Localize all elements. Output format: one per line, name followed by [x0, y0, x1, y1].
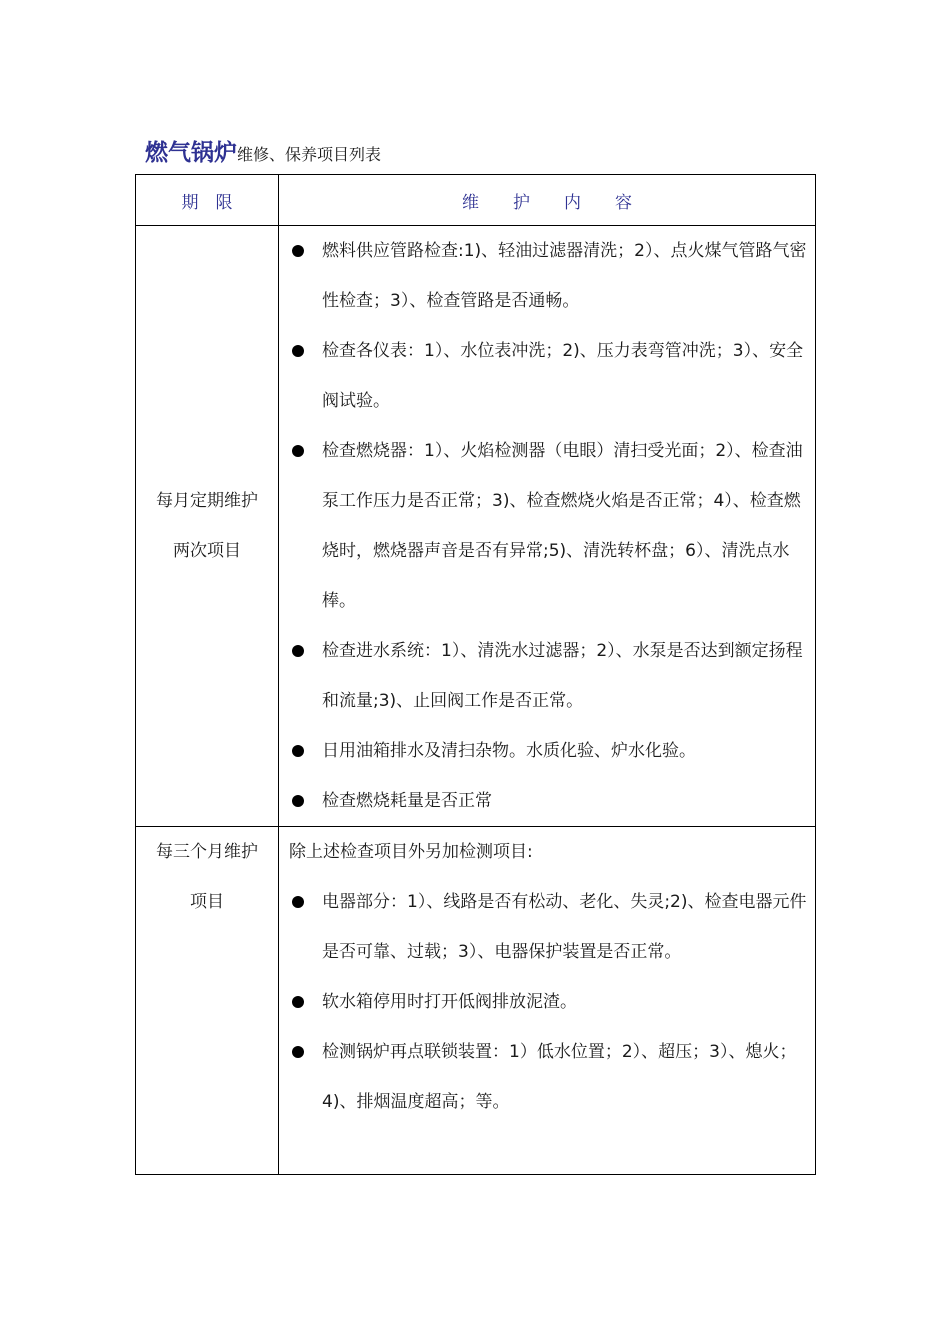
bullet-icon	[292, 745, 304, 757]
content-cell	[279, 226, 816, 827]
period-line: 每月定期维护	[156, 491, 258, 511]
bullet-icon	[292, 1046, 304, 1058]
list-item: 日用油箱排水及清扫杂物。水质化验、炉水化验。	[289, 726, 807, 776]
header-row	[136, 175, 816, 226]
bullet-icon	[292, 645, 304, 657]
bullet-icon	[292, 345, 304, 357]
period-cell	[136, 827, 279, 1175]
content-intro: 除上述检查项目外另加检测项目:	[289, 842, 533, 862]
period-line: 每三个月维护	[156, 842, 258, 862]
list-item: 检查燃烧器：1）、火焰检测器（电眼）清扫受光面；2）、检查油泵工作压力是否正常；3)、检查燃烧火焰是否正常；4）、检查燃烧时，燃烧器声音是否有异常;5)、清洗转杯盘；6）、清洗点水棒。	[289, 426, 807, 626]
period-cell	[136, 226, 279, 827]
list-item: 电器部分：1）、线路是否有松动、老化、失灵;2)、检查电器元件是否可靠、过载；3）、电器保护装置是否正常。	[289, 877, 807, 977]
list-item: 检查各仪表：1）、水位表冲洗；2)、压力表弯管冲洗；3）、安全阀试验。	[289, 326, 807, 426]
table-row	[136, 226, 816, 827]
table-row	[136, 827, 816, 1175]
content-cell	[279, 827, 816, 1175]
title-main: 燃气锅炉	[145, 140, 237, 166]
bullet-icon	[292, 245, 304, 257]
bullet-icon	[292, 795, 304, 807]
header-period: 期 限	[136, 175, 279, 226]
list-item: 检查进水系统：1）、清洗水过滤器；2）、水泵是否达到额定扬程和流量;3)、止回阀工作是否正常。	[289, 626, 807, 726]
bullet-icon	[292, 996, 304, 1008]
bullet-icon	[292, 445, 304, 457]
title-subtitle: 维修、保养项目列表	[237, 145, 382, 164]
list-item: 燃料供应管路检查:1)、轻油过滤器清洗；2）、点火煤气管路气密性检查；3）、检查管路是否通畅。	[289, 226, 807, 326]
period-line: 两次项目	[173, 541, 241, 561]
list-item: 检查燃烧耗量是否正常	[289, 776, 807, 826]
period-line: 项目	[190, 892, 224, 912]
maintenance-table	[135, 174, 816, 1175]
list-item: 软水箱停用时打开低阀排放泥渣。	[289, 977, 807, 1027]
header-content: 维 护 内 容	[279, 175, 816, 226]
bullet-icon	[292, 896, 304, 908]
document-title	[145, 134, 381, 170]
list-item: 检测锅炉再点联锁装置：1）低水位置；2）、超压；3）、熄火；4)、排烟温度超高；等。	[289, 1027, 807, 1127]
